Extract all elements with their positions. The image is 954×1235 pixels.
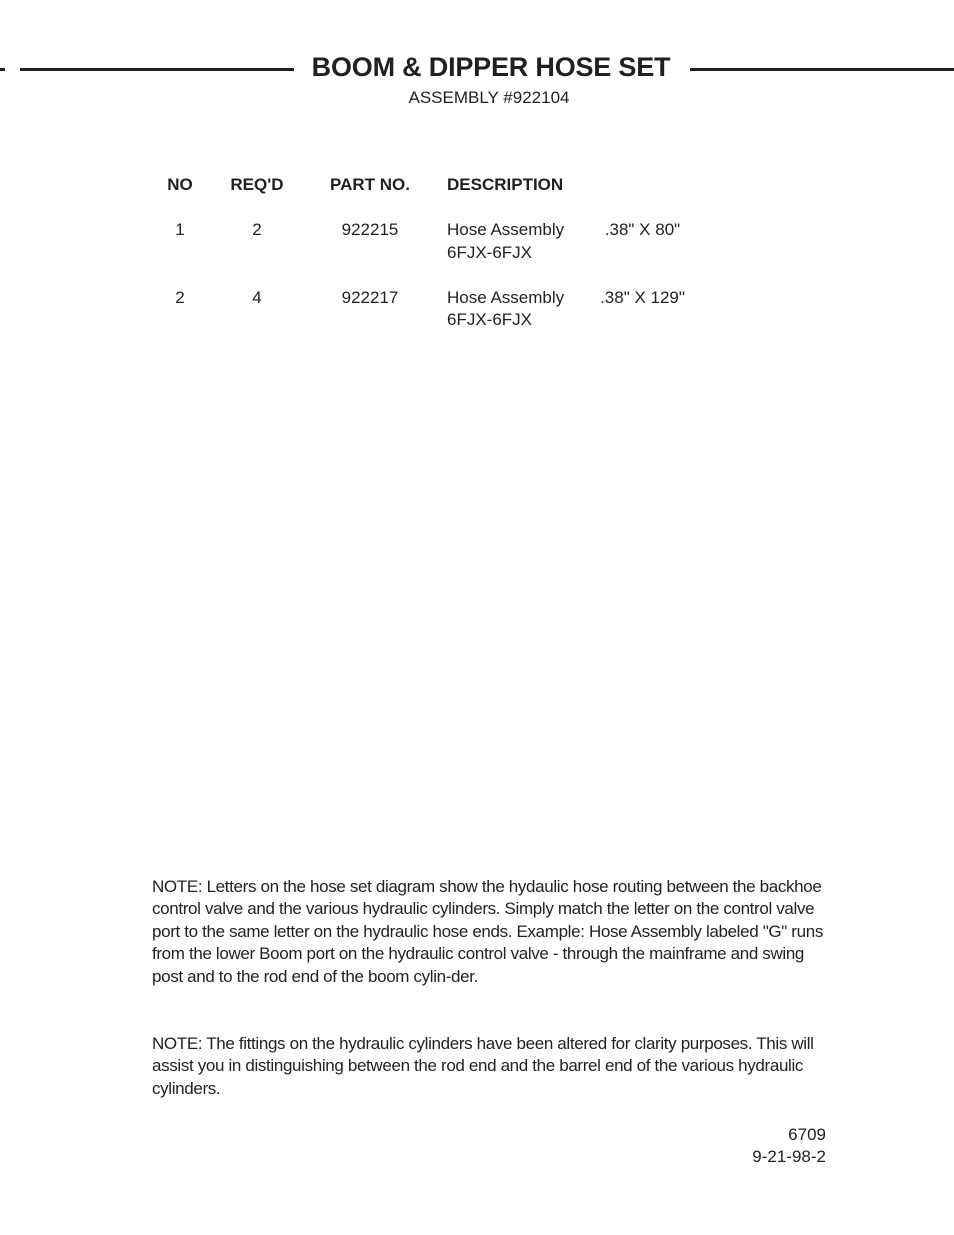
row-reqd: 2	[252, 220, 262, 239]
column-header-reqd: REQ'D	[230, 175, 284, 194]
row-part-no: 922217	[341, 288, 399, 307]
title-rule-left	[20, 68, 294, 71]
row-reqd: 4	[252, 288, 262, 307]
row-description: Hose Assembly	[447, 288, 565, 307]
row-size: .38" X 129"	[600, 288, 685, 307]
row-no: 2	[175, 288, 185, 307]
page-title: BOOM & DIPPER HOSE SET	[311, 52, 671, 82]
note-fittings: NOTE: The fittings on the hydraulic cylinders have been altered for clarity purposes. This will assist you in distinguishing between the rod end and the barrel end of the various hydraulic cylinders.	[152, 1034, 814, 1098]
column-header-no: NO	[167, 175, 193, 194]
row-description: Hose Assembly	[447, 220, 565, 239]
title-rule-right	[690, 68, 954, 71]
footer-page-number: 6709	[788, 1125, 826, 1144]
row-size: .38" X 80"	[604, 220, 681, 239]
column-header-description: DESCRIPTION	[447, 175, 564, 194]
row-fitting: 6FJX-6FJX	[447, 243, 533, 262]
note-hose-routing: NOTE: Letters on the hose set diagram show the hydaulic hose routing between the backhoe control valve and the various hydraulic cylinders. Simply match the letter on the control valve port to the same letter on the hydraulic hose ends. Example: Hose Assembly labeled "G" runs from the lower Boom port on the hydraulic control valve - through the mainframe and swing post and to the rod end of the boom cylin-der.	[152, 877, 823, 986]
row-part-no: 922215	[341, 220, 399, 239]
row-no: 1	[175, 220, 185, 239]
row-fitting: 6FJX-6FJX	[447, 310, 533, 329]
footer-date-code: 9-21-98-2	[752, 1147, 826, 1166]
edge-tick-mark	[0, 68, 5, 71]
column-header-part-no: PART NO.	[330, 175, 410, 194]
assembly-number: ASSEMBLY #922104	[408, 88, 570, 107]
